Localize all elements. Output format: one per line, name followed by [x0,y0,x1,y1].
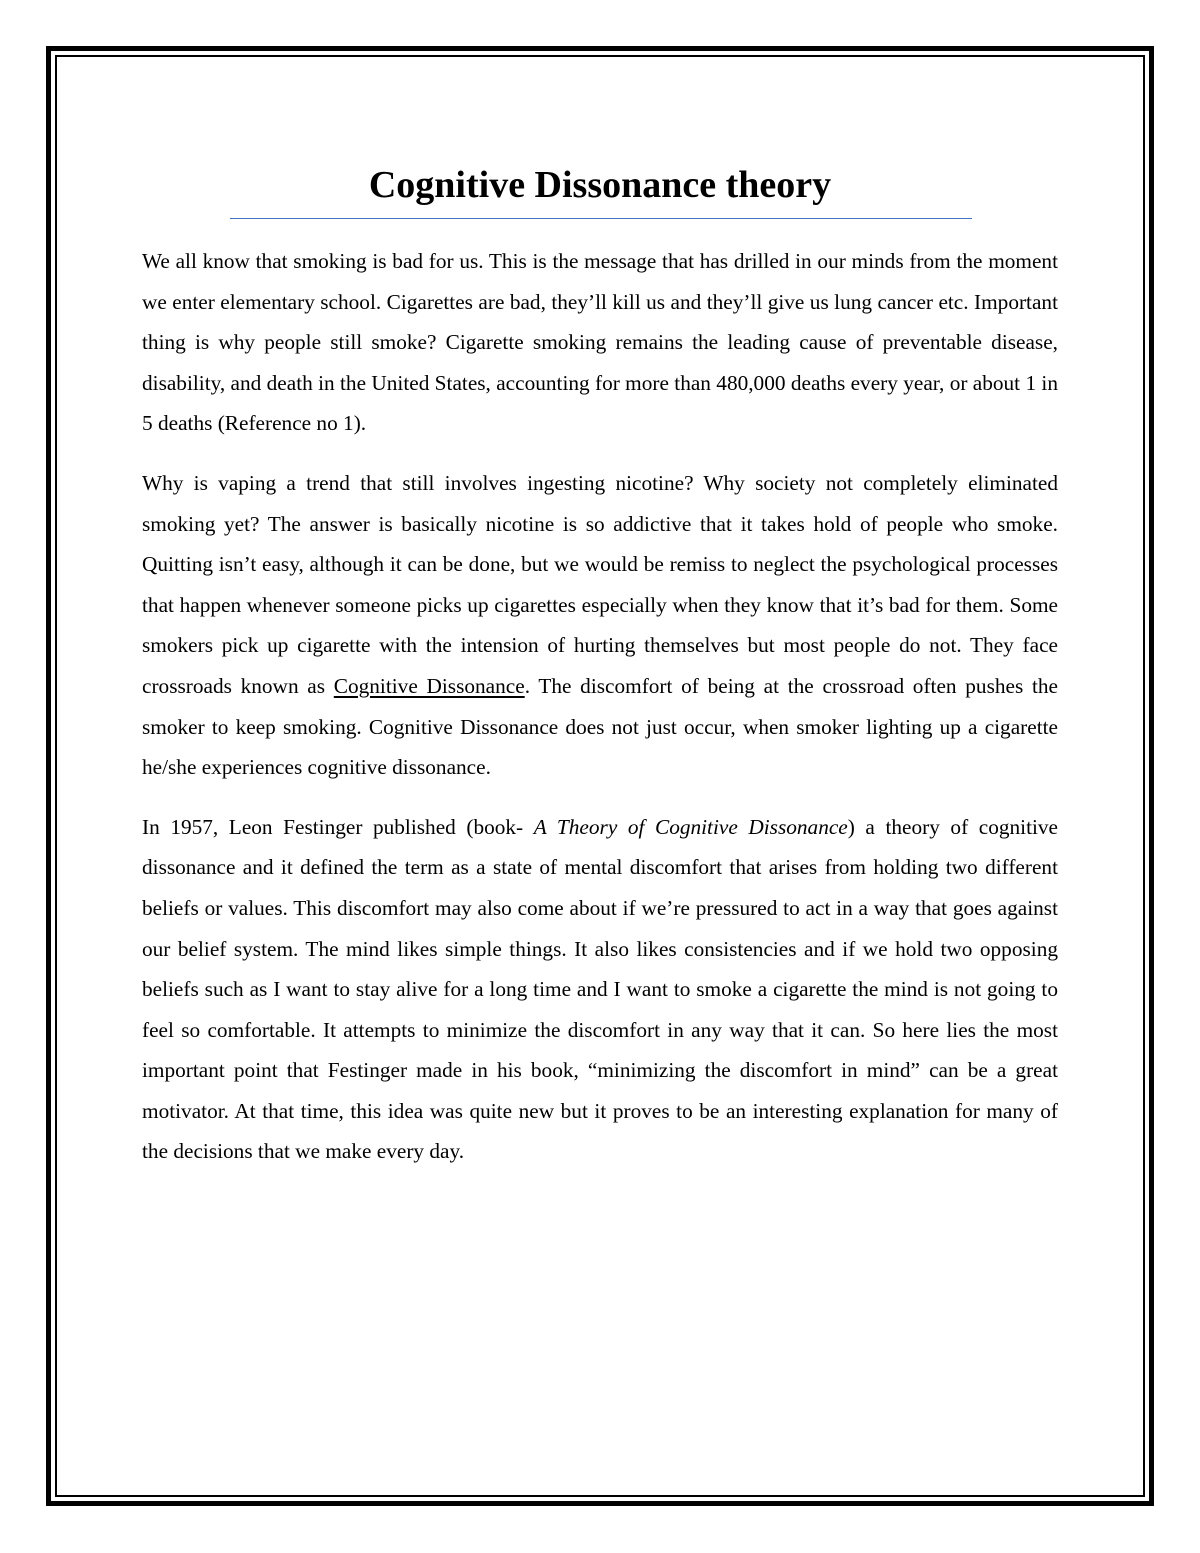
paragraph-2-text-before: Why is vaping a trend that still involves ingesting nicotine? Why society not completely eliminated smoking yet? The answer is basically nicotine is so addictive that it takes hold of people who smoke. Quitting isn’t easy, although it can be done, but we would be remiss to neglect the psychological processes that happen whenever someone picks up cigarettes especially when they know that it’s bad for them. Some smokers pick up cigarette with the intension of hurting themselves but most people do not. They face crossroads known as [142,470,1058,698]
paragraph-2 [142,463,1058,788]
paragraph-3-text-after: ) a theory of cognitive dissonance and it defined the term as a state of mental discomfort that arises from holding two different beliefs or values. This discomfort may also come about if we’re pressured to act in a way that goes against our belief system. The mind likes simple things. It also likes consistencies and if we hold two opposing beliefs such as I want to stay alive for a long time and I want to smoke a cigarette the mind is not going to feel so comfortable. It attempts to minimize the discomfort in any way that it can. So here lies the most important point that Festinger made in his book, “minimizing the discomfort in mind” can be a great motivator. At that time, this idea was quite new but it proves to be an interesting explanation for many of the decisions that we make every day. [142,814,1058,1164]
paragraph-2-text-after: . The discomfort of being at the crossroad often pushes the smoker to keep smoking. Cognitive Dissonance does not just occur, when smoker lighting up a cigarette he/she experiences cognitive dissonance. [142,673,1058,780]
document-title: Cognitive Dissonance theory [368,164,832,206]
paragraph-3-text-before: In 1957, Leon Festinger published (book- [142,814,534,839]
paragraph-3 [142,807,1058,1172]
title-underline-rule [230,218,972,219]
document-body [142,160,1058,1172]
cognitive-dissonance-term: Cognitive Dissonance [333,673,525,698]
book-title: A Theory of Cognitive Dissonance [533,814,848,839]
paragraph-1: We all know that smoking is bad for us. This is the message that has drilled in our minds from the moment we enter elementary school. Cigarettes are bad, they’ll kill us and they’ll give us lung cancer etc. Important thing is why people still smoke? Cigarette smoking remains the leading cause of preventable disease, disability, and death in the United States, accounting for more than 480,000 deaths every year, or about 1 in 5 deaths (Reference no 1). [142,249,1058,436]
